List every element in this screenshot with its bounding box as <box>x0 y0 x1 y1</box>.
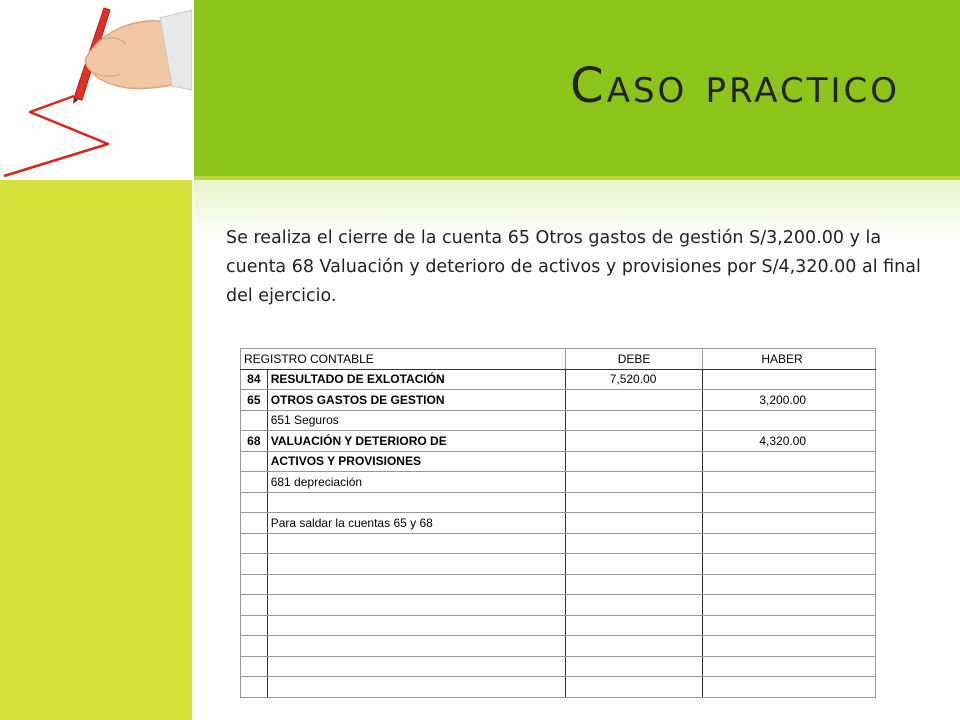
account-code: 68 <box>241 431 268 452</box>
account-description: 681 depreciación <box>267 472 565 493</box>
slide-paragraph: Se realiza el cierre de la cuenta 65 Otros gastos de gestión S/3,200.00 y la cuenta 68 Valuación y deterioro de activos y provisiones por S/4,320.00 al final del ejercicio. <box>226 228 921 306</box>
account-code <box>241 615 268 636</box>
account-description <box>267 554 565 575</box>
account-code <box>241 472 268 493</box>
debe-amount <box>565 533 703 554</box>
account-description <box>267 656 565 677</box>
haber-amount: 3,200.00 <box>703 390 876 411</box>
table-row <box>241 513 876 534</box>
haber-amount <box>703 472 876 493</box>
table-row <box>241 472 876 493</box>
haber-amount <box>703 410 876 431</box>
slide-title: Caso practico <box>570 58 900 114</box>
haber-amount <box>703 677 876 698</box>
account-code <box>241 410 268 431</box>
account-description: VALUACIÓN Y DETERIORO DE <box>267 431 565 452</box>
account-code <box>241 533 268 554</box>
account-description <box>267 533 565 554</box>
haber-amount <box>703 595 876 616</box>
haber-amount <box>703 369 876 390</box>
table-row <box>241 533 876 554</box>
haber-amount: 4,320.00 <box>703 431 876 452</box>
account-description: OTROS GASTOS DE GESTION <box>267 390 565 411</box>
logo-hand-pen <box>0 0 192 180</box>
account-code <box>241 451 268 472</box>
table-row <box>241 656 876 677</box>
account-code <box>241 677 268 698</box>
haber-amount <box>703 492 876 513</box>
table-row <box>241 677 876 698</box>
left-accent-band <box>0 180 192 720</box>
account-code: 84 <box>241 369 268 390</box>
account-code <box>241 513 268 534</box>
table-row <box>241 595 876 616</box>
haber-amount <box>703 574 876 595</box>
debe-amount <box>565 615 703 636</box>
debe-amount <box>565 472 703 493</box>
debe-amount <box>565 513 703 534</box>
table-row <box>241 636 876 657</box>
account-description <box>267 636 565 657</box>
debe-amount <box>565 574 703 595</box>
account-code: 65 <box>241 390 268 411</box>
account-code <box>241 574 268 595</box>
table-row <box>241 390 876 411</box>
ledger-header-row <box>241 349 876 370</box>
table-row <box>241 615 876 636</box>
header-debe: DEBE <box>565 349 703 370</box>
haber-amount <box>703 533 876 554</box>
table-row <box>241 451 876 472</box>
debe-amount <box>565 390 703 411</box>
account-code <box>241 656 268 677</box>
account-code <box>241 492 268 513</box>
account-description: 651 Seguros <box>267 410 565 431</box>
debe-amount <box>565 431 703 452</box>
table-row <box>241 369 876 390</box>
debe-amount <box>565 492 703 513</box>
account-description <box>267 574 565 595</box>
haber-amount <box>703 656 876 677</box>
account-code <box>241 554 268 575</box>
haber-amount <box>703 451 876 472</box>
account-description <box>267 492 565 513</box>
account-description <box>267 615 565 636</box>
debe-amount <box>565 451 703 472</box>
account-description: ACTIVOS Y PROVISIONES <box>267 451 565 472</box>
debe-amount <box>565 636 703 657</box>
ledger-table <box>240 348 876 698</box>
debe-amount: 7,520.00 <box>565 369 703 390</box>
hand-writing-with-pen-icon <box>0 0 192 180</box>
haber-amount <box>703 513 876 534</box>
header-haber: HABER <box>703 349 876 370</box>
table-row <box>241 410 876 431</box>
haber-amount <box>703 636 876 657</box>
account-code <box>241 595 268 616</box>
header-registro: REGISTRO CONTABLE <box>241 349 566 370</box>
haber-amount <box>703 615 876 636</box>
account-description <box>267 595 565 616</box>
table-row <box>241 431 876 452</box>
table-row <box>241 574 876 595</box>
debe-amount <box>565 410 703 431</box>
account-description: Para saldar la cuentas 65 y 68 <box>267 513 565 534</box>
table-row <box>241 492 876 513</box>
account-code <box>241 636 268 657</box>
table-row <box>241 554 876 575</box>
account-description <box>267 677 565 698</box>
debe-amount <box>565 656 703 677</box>
account-description: RESULTADO DE EXLOTACIÓN <box>267 369 565 390</box>
debe-amount <box>565 595 703 616</box>
debe-amount <box>565 554 703 575</box>
debe-amount <box>565 677 703 698</box>
haber-amount <box>703 554 876 575</box>
